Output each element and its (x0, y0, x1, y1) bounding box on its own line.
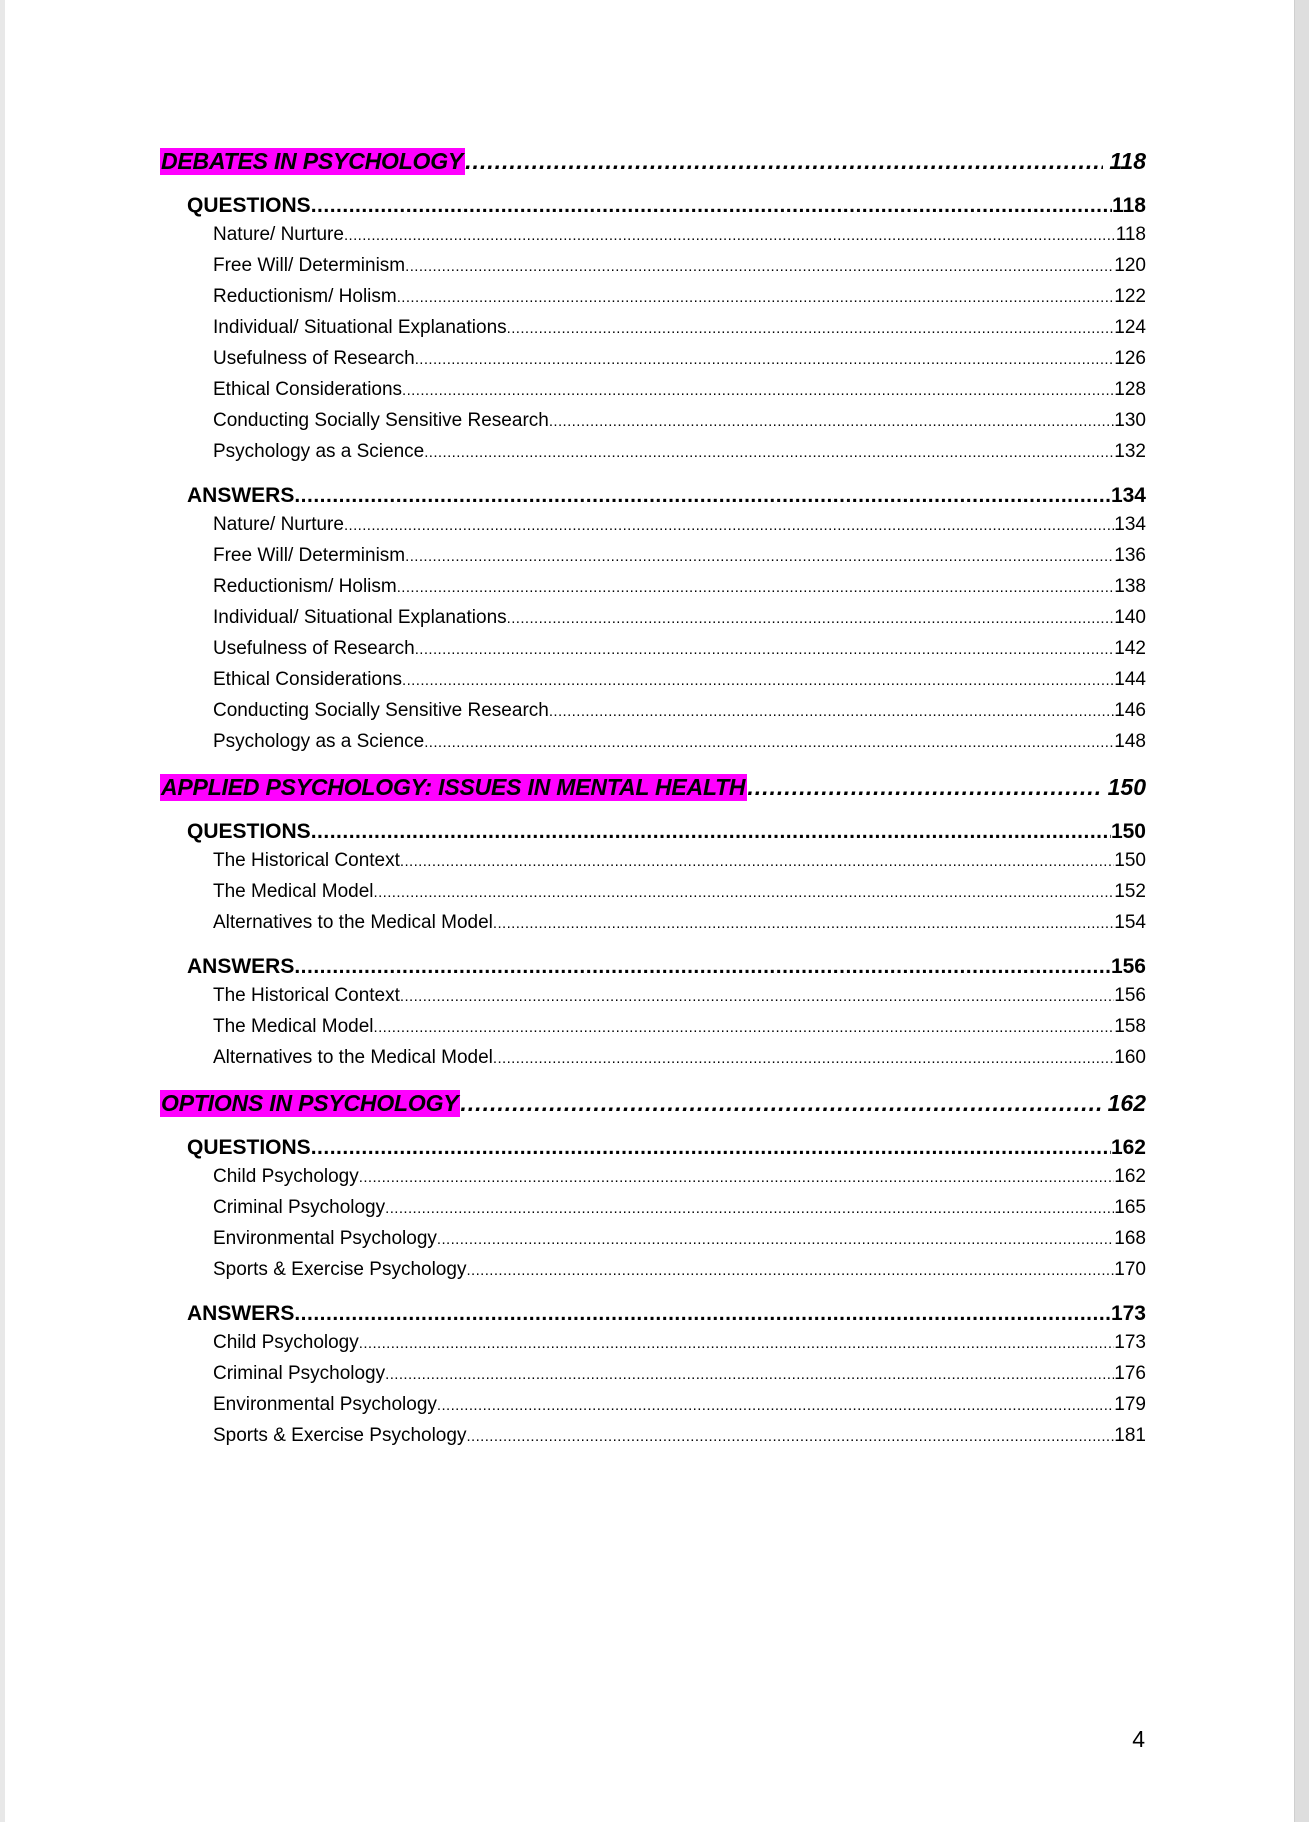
dot-leader (359, 1335, 1115, 1352)
section-heading-page: 150 (1107, 774, 1146, 800)
toc-entry-label: Environmental Psychology (213, 1228, 437, 1249)
toc-entry-page: 156 (1114, 985, 1146, 1006)
dot-leader (466, 1428, 1114, 1445)
section-heading-label: OPTIONS IN PSYCHOLOGY (161, 1090, 459, 1116)
toc-entry-page: 179 (1114, 1394, 1146, 1415)
subsection-heading-page: 156 (1110, 955, 1146, 978)
section-heading-page: 118 (1109, 148, 1146, 174)
toc-entry-label: Psychology as a Science (213, 731, 425, 752)
toc-entry-label: Child Psychology (213, 1166, 359, 1187)
subsection-heading-page: 150 (1110, 820, 1146, 843)
dot-leader (311, 1136, 1111, 1160)
dot-leader (344, 227, 1116, 244)
toc-entry[interactable] (160, 255, 1146, 286)
toc-entry-page: 142 (1114, 638, 1146, 659)
dot-leader (402, 382, 1114, 399)
section-heading[interactable] (160, 148, 1146, 182)
dot-leader (466, 1262, 1114, 1279)
toc-entry[interactable] (160, 881, 1146, 912)
subsection-heading-page: 162 (1110, 1136, 1146, 1159)
dot-leader (507, 320, 1115, 337)
toc-entry-page: 154 (1114, 912, 1146, 933)
toc-entry-page: 122 (1114, 286, 1146, 307)
toc-entry-label: Free Will/ Determinism (213, 255, 406, 276)
toc-entry[interactable] (160, 731, 1146, 762)
toc-entry-page: 118 (1115, 224, 1146, 245)
toc-entry-page: 152 (1114, 881, 1146, 902)
dot-leader (437, 1397, 1114, 1414)
dot-leader (294, 955, 1111, 979)
toc-entry[interactable] (160, 224, 1146, 255)
toc-entry[interactable] (160, 1228, 1146, 1259)
toc-entry-page: 124 (1114, 317, 1146, 338)
toc-entry-page: 140 (1114, 607, 1146, 628)
toc-entry[interactable] (160, 317, 1146, 348)
toc-entry-label: The Medical Model (213, 1016, 374, 1037)
page-edge-left (0, 0, 5, 1822)
subsection-heading-page: 134 (1110, 484, 1146, 507)
toc-entry-page: 120 (1114, 255, 1146, 276)
toc-entry-page: 181 (1114, 1425, 1146, 1446)
toc-entry[interactable] (160, 379, 1146, 410)
dot-leader (437, 1231, 1114, 1248)
dot-leader (359, 1169, 1115, 1186)
toc-entry-page: 165 (1114, 1197, 1146, 1218)
dot-leader (344, 517, 1114, 534)
section-heading-label: APPLIED PSYCHOLOGY: ISSUES IN MENTAL HEALTH (161, 774, 746, 800)
dot-leader (405, 258, 1114, 275)
dot-leader (294, 484, 1111, 508)
dot-leader (311, 820, 1111, 844)
dot-leader (374, 1019, 1115, 1036)
toc-entry-page: 168 (1114, 1228, 1146, 1249)
subsection-heading-label: ANSWERS (187, 484, 295, 507)
toc-entry[interactable] (160, 1332, 1146, 1363)
toc-entry[interactable] (160, 441, 1146, 472)
toc-entry-label: The Historical Context (213, 850, 400, 871)
toc-entry[interactable] (160, 700, 1146, 731)
toc-entry-page: 158 (1114, 1016, 1146, 1037)
subsection-heading[interactable] (160, 1136, 1146, 1166)
toc-entry-label: The Historical Context (213, 985, 400, 1006)
toc-entry[interactable] (160, 1363, 1146, 1394)
toc-entry[interactable] (160, 1047, 1146, 1078)
dot-leader (397, 289, 1115, 306)
dot-leader (397, 579, 1115, 596)
page-number: 4 (1132, 1726, 1145, 1752)
dot-leader (460, 1090, 1101, 1117)
toc-entry[interactable] (160, 850, 1146, 881)
toc-entry[interactable] (160, 1259, 1146, 1290)
toc-entry-page: 136 (1114, 545, 1146, 566)
toc-entry[interactable] (160, 607, 1146, 638)
toc-entry[interactable] (160, 1166, 1146, 1197)
toc-entry-label: Conducting Socially Sensitive Research (213, 700, 549, 721)
toc-entry-page: 128 (1114, 379, 1146, 400)
subsection-heading-page: 118 (1112, 194, 1146, 217)
toc-entry-label: Reductionism/ Holism (213, 576, 397, 597)
dot-leader (424, 444, 1114, 461)
toc-entry[interactable] (160, 545, 1146, 576)
dot-leader (415, 351, 1115, 368)
toc-entry-page: 176 (1114, 1363, 1146, 1384)
toc-entry-label: Individual/ Situational Explanations (213, 607, 507, 628)
dot-leader (400, 988, 1114, 1005)
toc-entry-label: Environmental Psychology (213, 1394, 437, 1415)
dot-leader (402, 672, 1114, 689)
toc-section (160, 148, 1146, 762)
toc-entry-label: Criminal Psychology (213, 1197, 386, 1218)
dot-leader (549, 703, 1114, 720)
subsection-heading-label: ANSWERS (187, 1302, 295, 1325)
dot-leader (493, 915, 1114, 932)
dot-leader (415, 641, 1115, 658)
section-heading-page: 162 (1107, 1090, 1146, 1116)
toc-entry-page: 126 (1114, 348, 1146, 369)
toc-entry-label: Nature/ Nurture (213, 514, 344, 535)
subsection-heading[interactable] (160, 820, 1146, 850)
toc-entry-page: 148 (1114, 731, 1146, 752)
toc-entry-page: 173 (1114, 1332, 1146, 1353)
toc-entry-page: 138 (1114, 576, 1146, 597)
subsection-heading-label: QUESTIONS (187, 194, 311, 217)
toc-entry[interactable] (160, 286, 1146, 317)
toc-entry[interactable] (160, 669, 1146, 700)
subsection-heading[interactable] (160, 194, 1146, 224)
dot-leader (400, 853, 1114, 870)
toc-entry-label: Individual/ Situational Explanations (213, 317, 507, 338)
toc-entry[interactable] (160, 576, 1146, 607)
subsection-heading-label: ANSWERS (187, 955, 295, 978)
toc-entry[interactable] (160, 348, 1146, 379)
toc-entry-page: 130 (1114, 410, 1146, 431)
toc-entry[interactable] (160, 514, 1146, 545)
subsection-heading-label: QUESTIONS (187, 820, 311, 843)
toc-entry-label: Conducting Socially Sensitive Research (213, 410, 549, 431)
subsection-heading[interactable] (160, 484, 1146, 514)
section-heading[interactable] (160, 1090, 1146, 1124)
toc-entry-label: Free Will/ Determinism (213, 545, 406, 566)
dot-leader (465, 148, 1103, 175)
subsection-heading-page: 173 (1110, 1302, 1146, 1325)
dot-leader (549, 413, 1114, 430)
toc-entry-label: Sports & Exercise Psychology (213, 1425, 467, 1446)
toc-entry-label: Alternatives to the Medical Model (213, 912, 493, 933)
page-edge-right (1294, 0, 1309, 1822)
toc-entry-label: The Medical Model (213, 881, 374, 902)
table-of-contents (160, 148, 1146, 1468)
toc-entry-page: 134 (1114, 514, 1146, 535)
toc-entry[interactable] (160, 1394, 1146, 1425)
dot-leader (424, 734, 1114, 751)
toc-entry[interactable] (160, 1197, 1146, 1228)
toc-entry-page: 170 (1114, 1259, 1146, 1280)
toc-entry[interactable] (160, 410, 1146, 441)
dot-leader (405, 548, 1114, 565)
toc-entry-label: Usefulness of Research (213, 348, 415, 369)
toc-entry-label: Reductionism/ Holism (213, 286, 397, 307)
toc-entry[interactable] (160, 638, 1146, 669)
dot-leader (311, 194, 1112, 218)
dot-leader (294, 1302, 1111, 1326)
toc-entry[interactable] (160, 985, 1146, 1016)
toc-entry-label: Ethical Considerations (213, 379, 403, 400)
dot-leader (493, 1050, 1114, 1067)
toc-entry-page: 146 (1114, 700, 1146, 721)
subsection-heading[interactable] (160, 955, 1146, 985)
subsection-heading[interactable] (160, 1302, 1146, 1332)
toc-entry-label: Psychology as a Science (213, 441, 425, 462)
toc-entry-label: Nature/ Nurture (213, 224, 344, 245)
dot-leader (385, 1366, 1114, 1383)
toc-entry-page: 162 (1114, 1166, 1146, 1187)
toc-entry-page: 160 (1114, 1047, 1146, 1068)
toc-section (160, 1090, 1146, 1456)
subsection-heading-label: QUESTIONS (187, 1136, 311, 1159)
toc-entry-page: 132 (1114, 441, 1146, 462)
section-heading[interactable] (160, 774, 1146, 808)
dot-leader (747, 774, 1101, 801)
toc-entry-page: 150 (1114, 850, 1146, 871)
toc-entry[interactable] (160, 1016, 1146, 1047)
toc-entry-label: Alternatives to the Medical Model (213, 1047, 493, 1068)
section-heading-label: DEBATES IN PSYCHOLOGY (161, 148, 464, 174)
dot-leader (507, 610, 1115, 627)
toc-section (160, 774, 1146, 1078)
toc-entry-label: Child Psychology (213, 1332, 359, 1353)
toc-entry-label: Criminal Psychology (213, 1363, 386, 1384)
toc-entry-label: Sports & Exercise Psychology (213, 1259, 467, 1280)
toc-entry[interactable] (160, 912, 1146, 943)
dot-leader (385, 1200, 1114, 1217)
toc-entry-label: Usefulness of Research (213, 638, 415, 659)
toc-entry-page: 144 (1114, 669, 1146, 690)
dot-leader (374, 884, 1115, 901)
toc-entry[interactable] (160, 1425, 1146, 1456)
toc-entry-label: Ethical Considerations (213, 669, 403, 690)
